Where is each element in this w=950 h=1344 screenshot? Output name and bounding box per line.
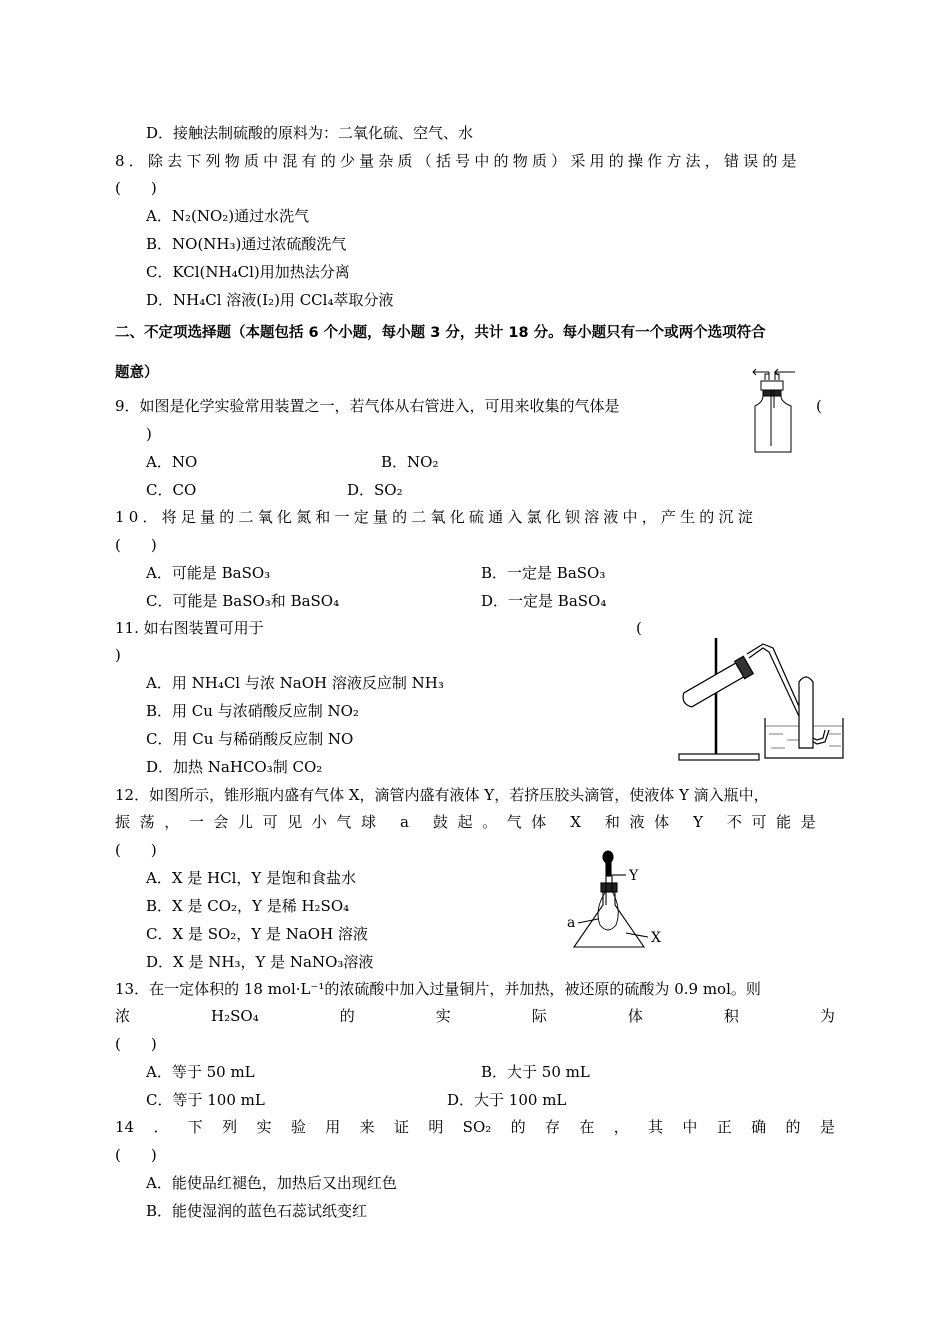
q14-word: 来 <box>359 1118 375 1136</box>
label-a: a <box>567 915 576 931</box>
q12-option-d: D．X 是 NH₃，Y 是 NaNO₃溶液 <box>146 953 374 971</box>
section2-heading: 二、不定项选择题（本题包括 6 个小题，每小题 3 分，共计 18 分。每小题只有一个或两个选项符合 <box>115 325 766 341</box>
q14-word: 其 <box>648 1118 664 1136</box>
q14-word: 存 <box>544 1118 560 1136</box>
q12-option-a: A．X 是 HCl，Y 是饱和食盐水 <box>146 869 357 887</box>
q9-option-c: C．CO <box>146 481 197 499</box>
q12-option-b: B．X 是 CO₂，Y 是稀 H₂SO₄ <box>146 897 350 915</box>
q12-line1: 12．如图所示，锥形瓶内盛有气体 X，滴管内盛有液体 Y，若挤压胶头滴管，使液体 Y 滴入瓶中， <box>115 786 769 804</box>
q13-word: 为 <box>819 1007 835 1025</box>
q11-paren-close: ) <box>115 646 121 664</box>
q14-word: ． <box>153 1118 169 1136</box>
q14-word: 的 <box>510 1118 526 1136</box>
q14-word: 的 <box>785 1118 801 1136</box>
q10-option-b: B．一定是 BaSO₃ <box>481 564 606 582</box>
q9-paren-close: ) <box>146 425 152 443</box>
q11-option-c: C．用 Cu 与稀硝酸反应制 NO <box>146 730 354 748</box>
q13-option-b: B．大于 50 mL <box>481 1063 590 1081</box>
q10-paren: ( ) <box>115 536 157 554</box>
q8-option-d: D．NH₄Cl 溶液(I₂)用 CCl₄萃取分液 <box>146 291 394 309</box>
q14-word: 实 <box>256 1118 272 1136</box>
q8-option-c: C．KCl(NH₄Cl)用加热法分离 <box>146 263 350 281</box>
q14-word: 验 <box>290 1118 306 1136</box>
q11-option-d: D．加热 NaHCO₃制 CO₂ <box>146 758 323 776</box>
q13-line1: 13．在一定体积的 18 mol·L⁻¹的浓硫酸中加入过量铜片，并加热，被还原的硫酸为 0.9 mol。则 <box>115 980 761 998</box>
q12-option-c: C．X 是 SO₂，Y 是 NaOH 溶液 <box>146 925 368 943</box>
label-x: X <box>651 930 661 946</box>
q13-word: 际 <box>531 1007 547 1025</box>
q12-paren: ( ) <box>115 841 157 859</box>
q9-option-d: D．SO₂ <box>347 481 403 499</box>
q14-word: 确 <box>751 1118 767 1136</box>
q13-word: 实 <box>435 1007 451 1025</box>
q11-paren-open: ( <box>636 619 642 637</box>
label-y: Y <box>629 868 639 884</box>
q13-option-a: A．等于 50 mL <box>146 1063 255 1081</box>
q10-option-c: C．可能是 BaSO₃和 BaSO₄ <box>146 592 340 610</box>
q14-word: SO₂ <box>462 1118 492 1136</box>
q13-paren: ( ) <box>115 1035 157 1053</box>
q8-option-a: A．N₂(NO₂)通过水洗气 <box>146 207 310 225</box>
section2-heading-cont: 题意） <box>115 365 159 381</box>
q14-word: 14 <box>115 1118 135 1136</box>
q14-word: 下 <box>187 1118 203 1136</box>
q14-word: 证 <box>393 1118 409 1136</box>
q10-option-d: D．一定是 BaSO₄ <box>481 592 607 610</box>
q14-word: 明 <box>428 1118 444 1136</box>
q14-option-a: A．能使品红褪色，加热后又出现红色 <box>146 1174 397 1192</box>
q14-option-b: B．能使湿润的蓝色石蕊试纸变红 <box>146 1202 368 1220</box>
q11-option-a: A．用 NH₄Cl 与浓 NaOH 溶液反应制 NH₃ <box>146 674 444 692</box>
q8-paren: ( ) <box>115 179 157 197</box>
q14-stem <box>115 1117 835 1137</box>
q13-option-c: C．等于 100 mL <box>146 1091 265 1109</box>
q11-stem: 11. 如右图装置可用于 <box>115 619 264 637</box>
q14-paren: ( ) <box>115 1146 157 1164</box>
q8-option-b: B．NO(NH₃)通过浓硫酸洗气 <box>146 235 347 253</box>
q10-stem: 10．将足量的二氧化氮和一定量的二氧化硫通入氯化钡溶液中，产生的沉淀 <box>115 508 757 526</box>
conical-flask-figure <box>560 845 680 960</box>
q7-option-d: D．接触法制硫酸的原料为：二氧化硫、空气、水 <box>146 124 474 142</box>
gas-bottle-figure <box>745 368 805 458</box>
q14-word: 是 <box>819 1118 835 1136</box>
q9-option-b: B．NO₂ <box>381 453 439 471</box>
test-tube-apparatus-figure <box>665 630 845 770</box>
q14-word: 用 <box>325 1118 341 1136</box>
q13-word: 的 <box>339 1007 355 1025</box>
q11-option-b: B．用 Cu 与浓硝酸反应制 NO₂ <box>146 702 359 720</box>
q9-option-a: A．NO <box>146 453 198 471</box>
q13-word: H₂SO₄ <box>211 1007 259 1025</box>
q13-line2 <box>115 1006 835 1026</box>
q13-word: 积 <box>723 1007 739 1025</box>
q9-stem: 9．如图是化学实验常用装置之一，若气体从右管进入，可用来收集的气体是 <box>115 397 620 415</box>
q14-word: ， <box>613 1118 629 1136</box>
q13-option-d: D．大于 100 mL <box>447 1091 567 1109</box>
q12-line2: 振荡，一会儿可见小气球 a 鼓起。气体 X 和液体 Y 不可能是 <box>115 813 826 831</box>
q10-option-a: A．可能是 BaSO₃ <box>146 564 271 582</box>
q13-word: 浓 <box>115 1007 131 1025</box>
q14-word: 正 <box>716 1118 732 1136</box>
q13-word: 体 <box>627 1007 643 1025</box>
q8-stem: 8．除去下列物质中混有的少量杂质（括号中的物质）采用的操作方法，错误的是 <box>115 152 801 170</box>
q14-word: 在 <box>579 1118 595 1136</box>
q9-paren-open: ( <box>816 397 822 415</box>
q14-word: 中 <box>682 1118 698 1136</box>
q14-word: 列 <box>222 1118 238 1136</box>
